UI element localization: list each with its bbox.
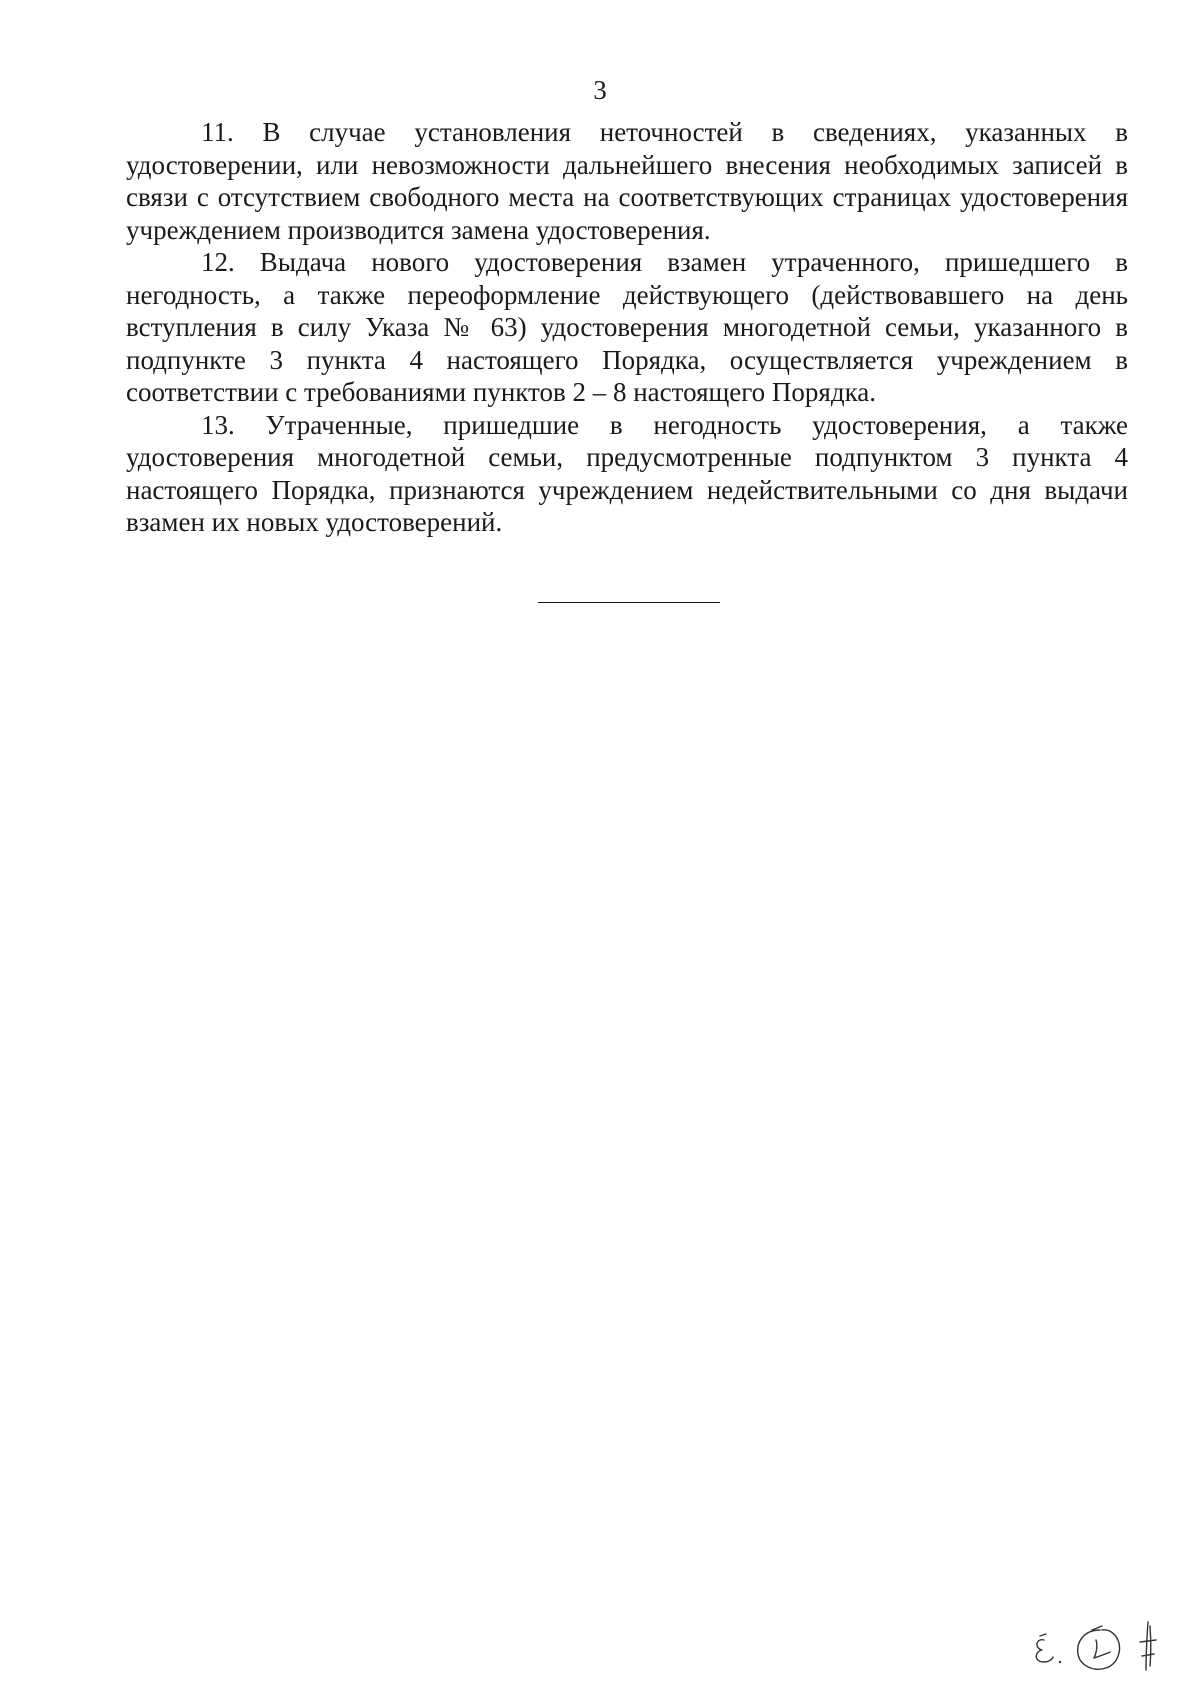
paragraph-13: 13. Утраченные, пришедшие в негодность удостоверения, а также удостоверения многодетной семьи, предусмотренные подпунктом 3 пункта 4 настоящего Порядка, признаются учреждением недействительными со дня выдачи взамен их новых удостоверений. [126, 409, 1128, 537]
paragraph-11: 11. В случае установления неточностей в сведениях, указанных в удостоверении, или невозможности дальнейшего внесения необходимых записей в связи с отсутствием свободного места на соответствующих страницах удостоверения учреждением производится замена удостоверения. [126, 117, 1128, 245]
page-number: 3 [593, 75, 607, 105]
handwritten-initials-signature [1022, 1600, 1172, 1680]
end-separator-line [538, 602, 720, 603]
paragraph-12: 12. Выдача нового удостоверения взамен утраченного, пришедшего в негодность, а также переоформление действующего (действовавшего на день вступления в силу Указа № 63) удостоверения многодетной семьи, указанного в подпункте 3 пункта 4 настоящего Порядка, осуществляется учреждением в соответствии с требованиями пунктов 2 – 8 настоящего Порядка. [126, 247, 1128, 407]
body-text [126, 116, 1128, 539]
